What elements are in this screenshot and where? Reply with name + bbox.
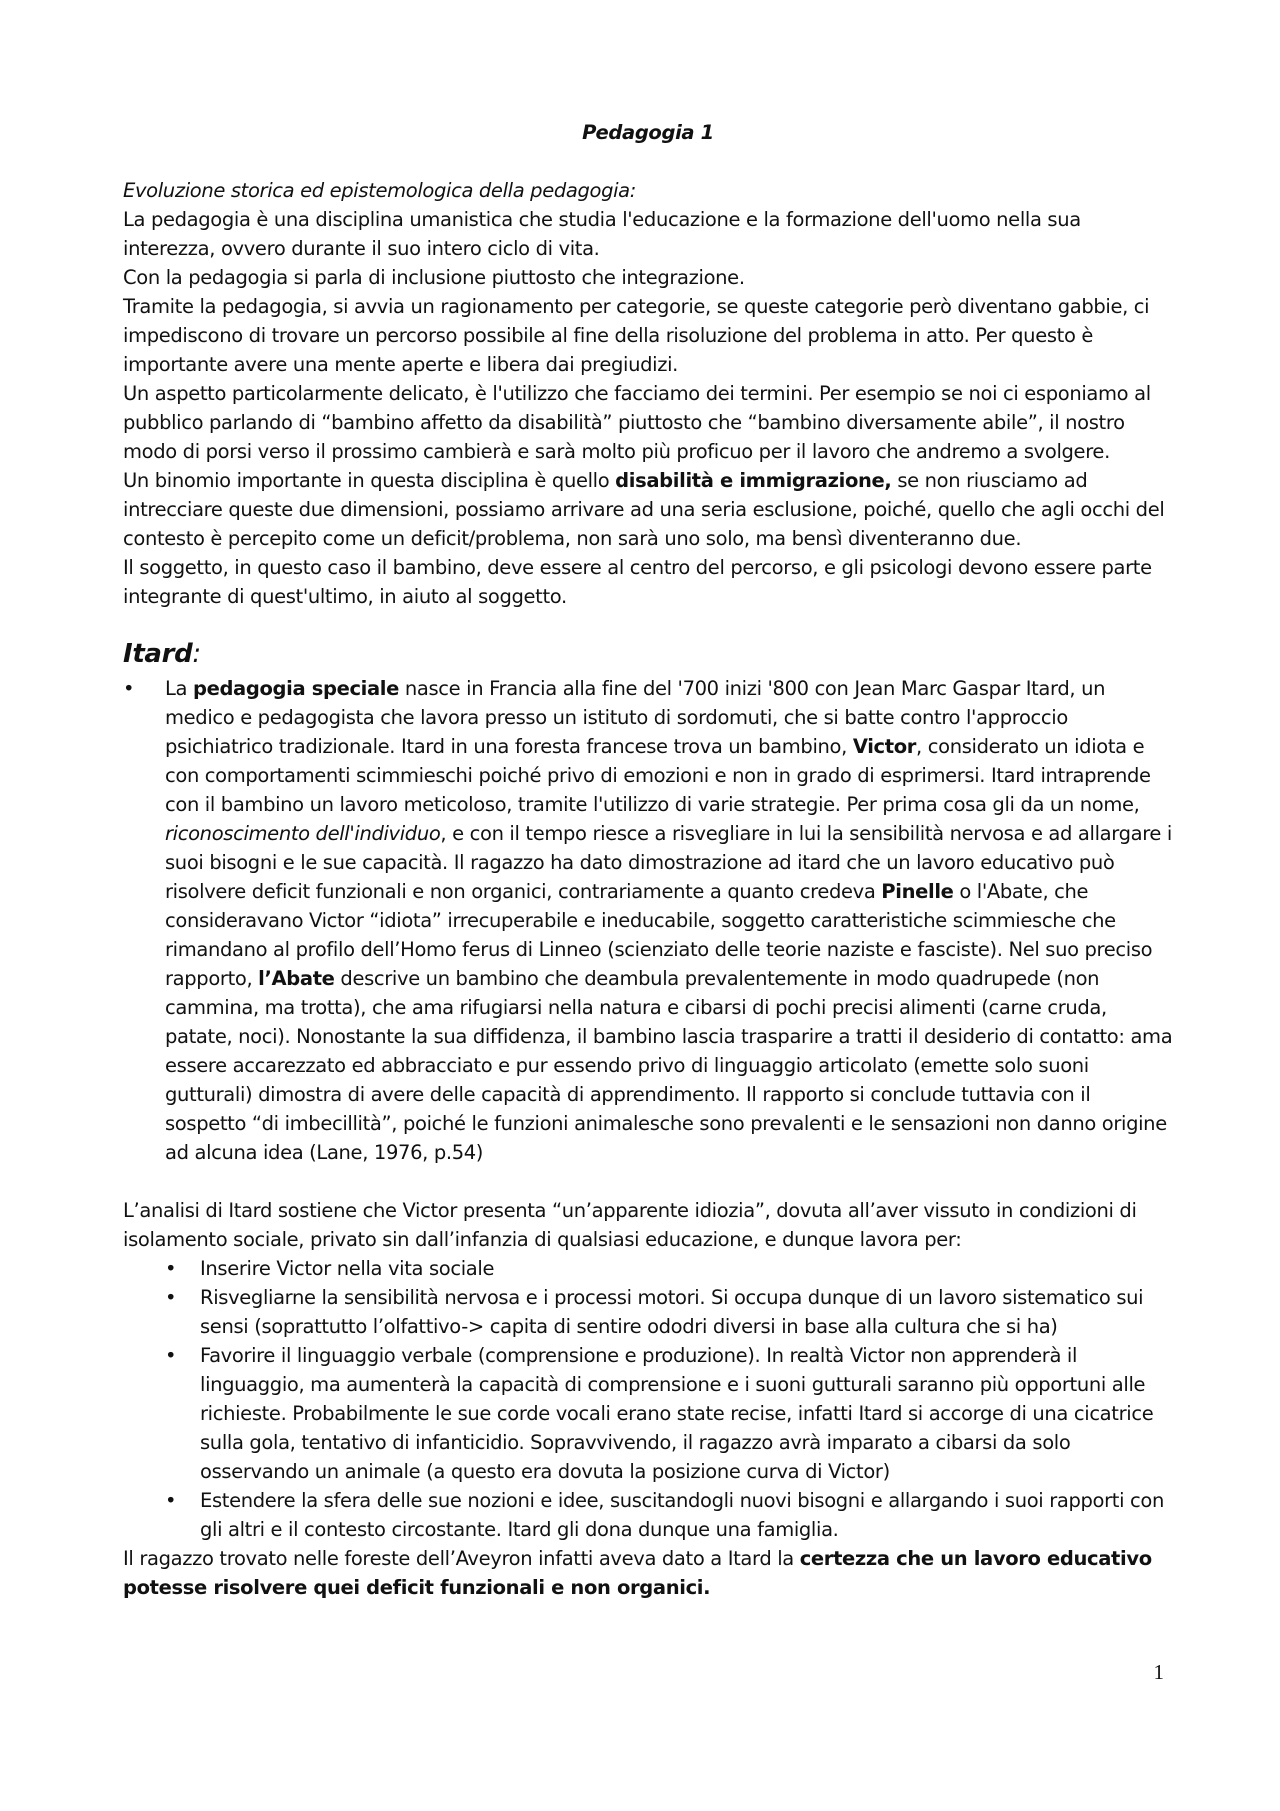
paragraph-terminology: Un aspetto particolarmente delicato, è l'utilizzo che facciamo dei termini. Per esempio se noi ci esponiamo al pubblico parlando di “bambino affetto da disabilità” piuttosto che “bambino diversamente abile”, il nostro modo di porsi verso il prossimo cambierà e sarà molto più proficuo per il lavoro che andremo a svolgere.: [123, 382, 1151, 463]
document-page: [123, 118, 1173, 1602]
paragraph-analysis: L’analisi di Itard sostiene che Victor presenta “un’apparente idiozia”, dovuta all’aver vissuto in condizioni di isolamento sociale, privato sin dall’infanzia di qualsiasi educazione, e dunque lavora per:: [123, 1199, 1137, 1251]
list-item: • Risvegliarne la sensibilità nervosa e i processi motori. Si occupa dunque di un lavoro sistematico sui sensi (soprattutto l’olfattivo-> capita di sentire ododri diversi in base alla cultura che si ha): [165, 1283, 1173, 1341]
text-run: , e con il tempo riesce a risvegliare in lui la sensibilità nervosa e ad allargare i suoi bisogni e le sue capacità. Il ragazzo ha dato dimostrazione ad itard che un lavoro educativo può risolvere deficit funzionali e non organici, contrariamente a quanto credeva: [165, 822, 1172, 903]
bold-text: certezza che un lavoro educativo potesse risolvere quei deficit funzionali e non organici.: [123, 1547, 1152, 1599]
bold-text: l’Abate: [258, 967, 335, 990]
list-item: • Estendere la sfera delle sue nozioni e idee, suscitandogli nuovi bisogni e allargando i suoi rapporti con gli altri e il contesto circostante. Itard gli dona dunque una famiglia.: [165, 1486, 1173, 1544]
paragraph-definition: La pedagogia è una disciplina umanistica che studia l'educazione e la formazione dell'uomo nella sua interezza, ovvero durante il suo intero ciclo di vita.: [123, 208, 1081, 260]
heading-text: Itard: [123, 639, 193, 669]
text-run: o l'Abate, che consideravano Victor “idiota” irrecuperabile e ineducabile, soggetto caratteristiche scimmiesche che rimandano al profilo dell’Homo ferus di Linneo (scienziato delle teorie naziste e fasciste). Nel suo preciso rapporto,: [165, 880, 1153, 990]
paragraph-conclusion: [123, 1544, 1173, 1602]
paragraph-inclusion: Con la pedagogia si parla di inclusione piuttosto che integrazione.: [123, 266, 745, 289]
goals-list: [165, 1254, 1173, 1544]
paragraph-subject: Il soggetto, in questo caso il bambino, deve essere al centro del percorso, e gli psicologi devono essere parte integrante di quest'ultimo, in aiuto al soggetto.: [123, 556, 1152, 608]
paragraph-categories: Tramite la pedagogia, si avvia un ragionamento per categorie, se queste categorie però diventano gabbie, ci impediscono di trovare un percorso possibile al fine della risoluzione del problema in atto. Per questo è importante avere una mente aperte e libera dai pregiudizi.: [123, 295, 1150, 376]
section-subtitle: Evoluzione storica ed epistemologica della pedagogia:: [123, 179, 636, 202]
section-heading-itard: [123, 637, 1173, 671]
bold-text: Victor: [852, 735, 917, 758]
paragraph-binomio: [123, 466, 1173, 553]
heading-colon: :: [192, 639, 201, 669]
text-run: nasce in Francia alla fine del '700 inizi '800 con Jean Marc Gaspar Itard, un medico e pedagogista che lavora presso un istituto di sordomuti, che si batte contro l'approccio psichiatrico tradizionale. Itard in una foresta francese trova un bambino,: [165, 677, 1106, 758]
itard-bullet-list: [123, 674, 1173, 1167]
text-run: Un binomio importante in questa disciplina è quello: [123, 469, 616, 492]
italic-text: riconoscimento dell'individuo: [165, 822, 441, 845]
list-item: • Inserire Victor nella vita sociale: [165, 1254, 1173, 1283]
text-run: La: [165, 677, 193, 700]
text-run: descrive un bambino che deambula prevalentemente in modo quadrupede (non cammina, ma trotta), che ama rifugiarsi nella natura e cibarsi di pochi precisi alimenti (carne cruda, patate, noci). Nonostante la sua diffidenza, il bambino lascia trasparire a tratti il desiderio di contatto: ama essere accarezzato ed abbracciato e pur essendo privo di linguaggio articolato (emette solo suoni gutturali) dimostra di avere delle capacità di apprendimento. Il rapporto si conclude tuttavia con il sospetto “di imbecillità”, poiché le funzioni animalesche sono prevalenti e le sensazioni non danno origine ad alcuna idea (Lane, 1976, p.54): [165, 967, 1173, 1164]
blank-line: [123, 1167, 1173, 1196]
text-run: Il ragazzo trovato nelle foreste dell’Aveyron infatti aveva dato a Itard la: [123, 1547, 800, 1570]
page-number: 1: [1153, 1660, 1164, 1684]
bold-text: pedagogia speciale: [192, 677, 400, 700]
text-run: , considerato un idiota e con comportamenti scimmieschi poiché privo di emozioni e non in grado di esprimersi. Itard intraprende con il bambino un lavoro meticoloso, tramite l'utilizzo di varie strategie. Per prima cosa gli da un nome,: [165, 735, 1151, 816]
bold-text: disabilità e immigrazione,: [615, 469, 892, 492]
document-title: Pedagogia 1: [582, 121, 714, 144]
list-item: • Favorire il linguaggio verbale (comprensione e produzione). In realtà Victor non apprenderà il linguaggio, ma aumenterà la capacità di comprensione e i suoni gutturali saranno più opportuni alle richieste. Probabilmente le sue corde vocali erano state recise, infatti Itard si accorge di una cicatrice sulla gola, tentativo di infanticidio. Sopravvivendo, il ragazzo avrà imparato a cibarsi da solo osservando un animale (a questo era dovuta la posizione curva di Victor): [165, 1341, 1173, 1486]
bold-text: Pinelle: [881, 880, 954, 903]
list-item: [123, 674, 1173, 1167]
text-run: se non riusciamo ad intrecciare queste due dimensioni, possiamo arrivare ad una seria esclusione, poiché, quello che agli occhi del contesto è percepito come un deficit/problema, non sarà uno solo, ma bensì diventeranno due.: [123, 469, 1165, 550]
